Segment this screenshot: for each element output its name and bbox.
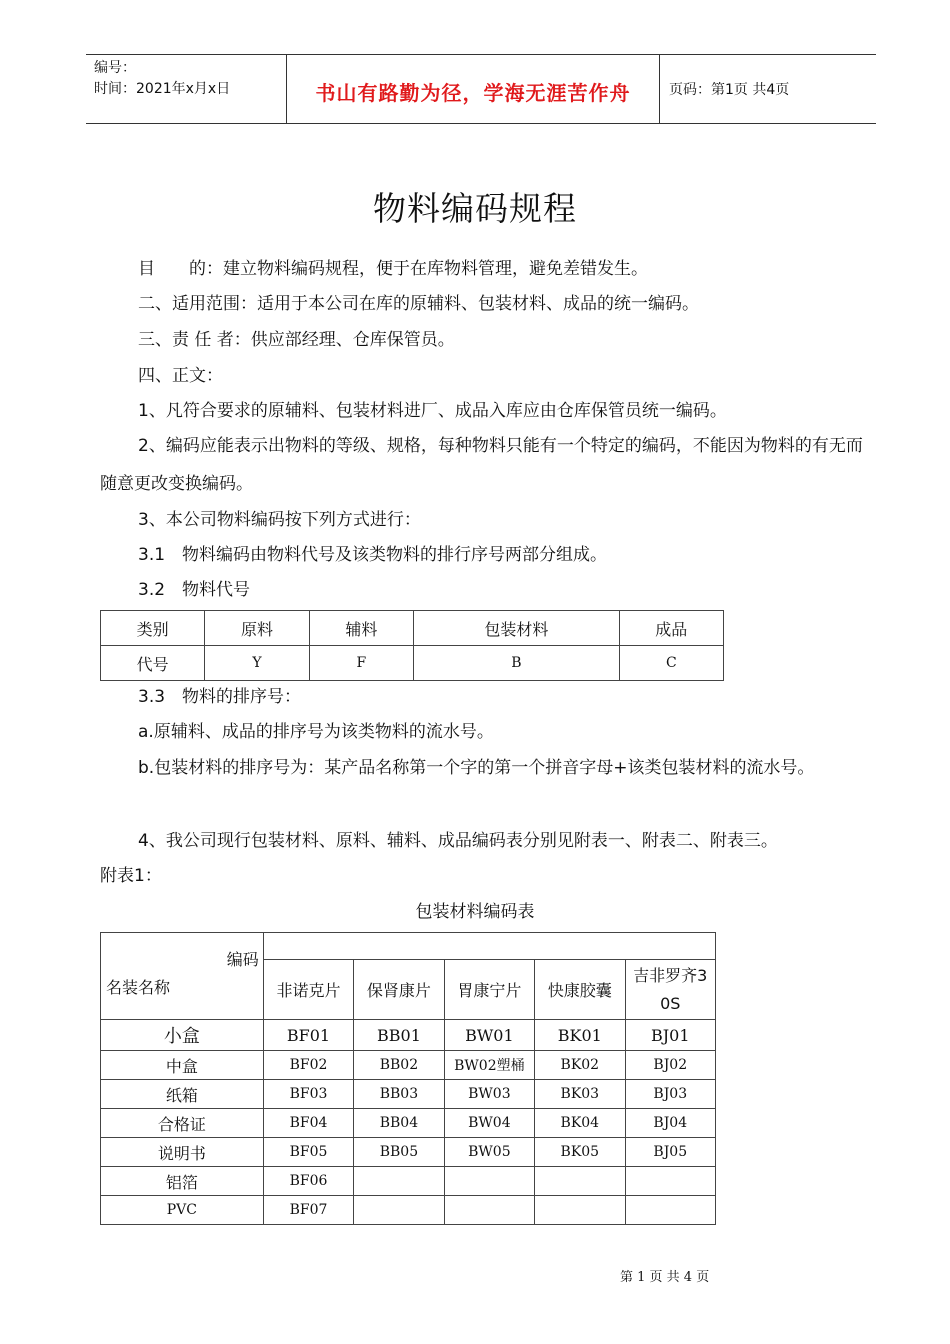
table-cell — [535, 1167, 625, 1196]
table-row — [101, 1167, 716, 1196]
table-cell: BK01 — [535, 1020, 625, 1051]
paragraph-item-3: 3、本公司物料编码按下列方式进行： — [138, 510, 421, 530]
table-cell — [535, 1196, 625, 1225]
row-label: 小盒 — [101, 1020, 264, 1051]
header-meta — [94, 58, 230, 100]
table-cell: BB02 — [354, 1051, 444, 1080]
table-cell: BW05 — [444, 1138, 534, 1167]
header-page-label: 页码：第1页 共4页 — [669, 82, 790, 98]
table-cell: 成品 — [619, 611, 723, 646]
table-cell — [625, 1167, 715, 1196]
page-header — [86, 54, 876, 124]
table-cell: BW02塑桶 — [444, 1051, 534, 1080]
table-corner-cell — [101, 933, 264, 1020]
table-row — [101, 1051, 716, 1080]
table-cell: BF02 — [263, 1051, 353, 1080]
column-header — [625, 960, 715, 1020]
table-cell: BW04 — [444, 1109, 534, 1138]
column-header: 胃康宁片 — [444, 960, 534, 1020]
pack-table-title: 包装材料编码表 — [415, 902, 535, 922]
row-label: 合格证 — [101, 1109, 264, 1138]
table-cell: 类别 — [101, 611, 205, 646]
table-cell: C — [619, 646, 723, 681]
row-label: 铝箔 — [101, 1167, 264, 1196]
table-cell: B — [414, 646, 620, 681]
table-cell: BK04 — [535, 1109, 625, 1138]
table-cell — [444, 1167, 534, 1196]
number-label: 编号： — [94, 60, 136, 76]
table-cell: 包装材料 — [414, 611, 620, 646]
row-label: 纸箱 — [101, 1080, 264, 1109]
table-header-blank — [263, 933, 715, 960]
table-cell: BJ04 — [625, 1109, 715, 1138]
column-header: 快康胶囊 — [535, 960, 625, 1020]
document-title: 物料编码规程 — [373, 189, 577, 228]
time-label: 时间：2021年x月x日 — [94, 81, 231, 97]
paragraph-scope: 二、适用范围：适用于本公司在库的原辅料、包装材料、成品的统一编码。 — [138, 294, 699, 314]
packaging-code-table — [100, 932, 716, 1225]
paragraph-item-a: a.原辅料、成品的排序号为该类物料的流水号。 — [138, 722, 494, 742]
table-cell: Y — [205, 646, 309, 681]
row-label: 中盒 — [101, 1051, 264, 1080]
table-cell: BB04 — [354, 1109, 444, 1138]
table-header-row — [101, 933, 716, 960]
header-motto: 书山有路勤为径，学海无涯苦作舟 — [315, 81, 631, 105]
header-divider — [659, 55, 660, 123]
material-code-table — [100, 610, 724, 681]
paragraph-item-2: 2、编码应能表示出物料的等级、规格，每种物料只能有一个特定的编码，不能因为物料的有无而随意更改变换编码。 — [100, 436, 863, 494]
table-row — [101, 1138, 716, 1167]
table-cell: BB03 — [354, 1080, 444, 1109]
table-cell: BK03 — [535, 1080, 625, 1109]
paragraph-responsible: 三、责 任 者：供应部经理、仓库保管员。 — [138, 330, 455, 350]
table-cell: BJ05 — [625, 1138, 715, 1167]
paragraph-item-3-3: 3.3 物料的排序号： — [138, 687, 302, 707]
table-cell: BF06 — [263, 1167, 353, 1196]
column-header-text: 吉非罗齐30S — [633, 965, 708, 1013]
table-cell: BB05 — [354, 1138, 444, 1167]
column-header: 非诺克片 — [263, 960, 353, 1020]
table-cell — [354, 1167, 444, 1196]
paragraph-item-3-1: 3.1 物料编码由物料代号及该类物料的排行序号两部分组成。 — [138, 545, 608, 565]
paragraph-body-heading: 四、正文： — [138, 366, 223, 386]
table-row — [101, 611, 724, 646]
table-cell: BJ02 — [625, 1051, 715, 1080]
row-label: 说明书 — [101, 1138, 264, 1167]
paragraph-item-b: b.包装材料的排序号为：某产品名称第一个字的第一个拼音字母+该类包装材料的流水号。 — [138, 758, 815, 778]
table-cell: BW03 — [444, 1080, 534, 1109]
table-cell: BJ01 — [625, 1020, 715, 1051]
table-row — [101, 1196, 716, 1225]
row-label: PVC — [101, 1196, 264, 1225]
table-cell: 原料 — [205, 611, 309, 646]
table-cell: BJ03 — [625, 1080, 715, 1109]
table-cell: BF01 — [263, 1020, 353, 1051]
column-header: 保肾康片 — [354, 960, 444, 1020]
paragraph-purpose: 目 的：建立物料编码规程，便于在库物料管理，避免差错发生。 — [138, 259, 648, 279]
table-cell: BF05 — [263, 1138, 353, 1167]
table-cell: 辅料 — [309, 611, 413, 646]
table-cell: BW01 — [444, 1020, 534, 1051]
table-row — [101, 1080, 716, 1109]
table-cell: BF04 — [263, 1109, 353, 1138]
table-cell: BF03 — [263, 1080, 353, 1109]
paragraph-item-3-2: 3.2 物料代号 — [138, 580, 251, 600]
page-footer: 第 1 页 共 4 页 — [620, 1270, 710, 1285]
paragraph-item-1: 1、凡符合要求的原辅料、包装材料进厂、成品入库应由仓库保管员统一编码。 — [138, 401, 727, 421]
table-cell — [444, 1196, 534, 1225]
table-cell: BF07 — [263, 1196, 353, 1225]
table-cell: BB01 — [354, 1020, 444, 1051]
table-cell — [625, 1196, 715, 1225]
corner-bottom-label: 名装名称 — [106, 978, 171, 997]
table-cell: BK02 — [535, 1051, 625, 1080]
corner-top-label: 编码 — [226, 950, 259, 969]
table-cell — [354, 1196, 444, 1225]
table-cell: F — [309, 646, 413, 681]
paragraph-item-4: 4、我公司现行包装材料、原料、辅料、成品编码表分别见附表一、附表二、附表三。 — [138, 831, 778, 851]
header-divider — [286, 55, 287, 123]
table-cell: 代号 — [101, 646, 205, 681]
table-row — [101, 1109, 716, 1138]
table-cell: BK05 — [535, 1138, 625, 1167]
table-row — [101, 646, 724, 681]
appendix-label: 附表1： — [100, 866, 162, 886]
table-row — [101, 1020, 716, 1051]
